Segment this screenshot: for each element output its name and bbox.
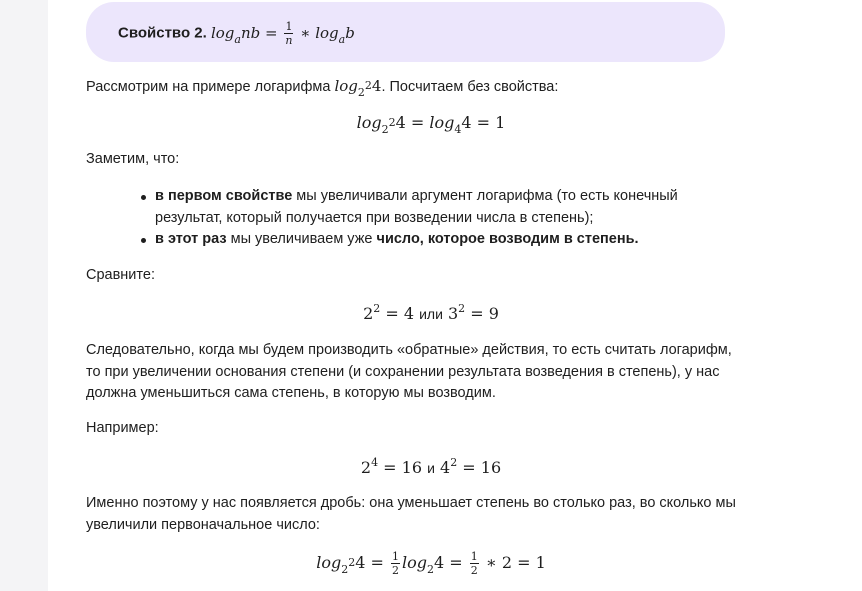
list-item: в этот раз мы увеличиваем уже число, которое возводим в степень. [141, 229, 721, 251]
property-title: Свойство 2. [118, 24, 207, 42]
property-callout [86, 2, 725, 62]
equation-powers-compare: $2^2 = 4$ или $3^2 = 9$ [363, 302, 499, 323]
comparison-list [141, 186, 721, 251]
paragraph-note: Заметим, что: [86, 151, 180, 167]
equation-final: $\log_{2^2}4$ = $\frac{1}{2}$ $\log_24$ = $\frac{1}{2}$ ∗ 2 = 1 [316, 550, 546, 577]
paragraph-consequence: Следовательно, когда мы будем производить «обратные» действия, то есть считать логарифм, то при увеличении основания степени (и сохранении результата возведения в степень), у нас должна уменьшиться сама степень, в которую мы возводим. [86, 342, 732, 401]
fraction-1-over-n: $\frac{1}{n}$ [285, 20, 293, 47]
property-statement [118, 21, 355, 46]
paragraph-compare: Сравните: [86, 267, 155, 283]
paragraph-fraction-explanation: Именно поэтому у нас появляется дробь: она уменьшает степень во столько раз, во сколько мы увеличили первоначальное число: [86, 495, 736, 533]
equation-powers-16: $2^4 = 16$ и $4^2 = 16$ [360, 456, 502, 477]
paragraph-example-intro: Рассмотрим на примере логарифма $\log_{2^2}4$. Посчитаем без свойства: [86, 77, 559, 99]
paragraph-for-example: Например: [86, 420, 159, 436]
fraction-one-half: $\frac{1}{2}$ [392, 550, 399, 577]
equation-log-2-squared: $\log_{2^2}4 = \log_44 = 1$ [356, 113, 506, 136]
left-sidebar-strip [0, 0, 48, 591]
inline-log-formula: $\log_{2^2}4$ [334, 77, 382, 99]
property-formula: $\log_anb$ = $\frac{1}{n}$ ∗ $\log_ab$ [210, 20, 355, 47]
list-item: в первом свойстве мы увеличивали аргумент логарифма (то есть конечный результат, который получается при возведении числа в степень); [141, 186, 721, 229]
fraction-one-half: $\frac{1}{2}$ [470, 550, 478, 577]
